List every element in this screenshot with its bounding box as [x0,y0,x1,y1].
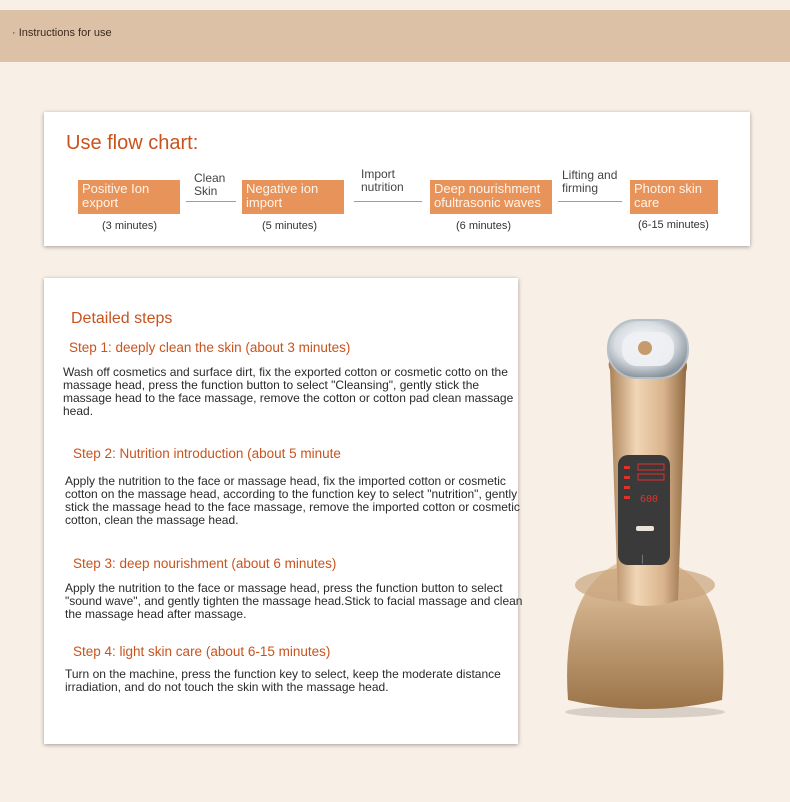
step-2-heading: Step 2: Nutrition introduction (about 5 minute [73,446,341,461]
step-4-heading: Step 4: light skin care (about 6-15 minutes) [73,644,331,659]
step-3-body: Apply the nutrition to the face or massage head, press the function button to select "sound wave", and gently tighten the massage head.Stick to facial massage and clean the massage head after massage. [65,581,523,621]
step-2-body: Apply the nutrition to the face or massage head, fix the imported cotton or cosmetic cotton on the massage head, according to the function key to select "nutrition", gently stick the massage head to the face massage, remove the imported cotton or cosmetic cotton, clean the massage head. [65,474,520,527]
step-1-body: Wash off cosmetics and surface dirt, fix the exported cotton or cosmetic cotto on the massage head, press the function button to select "Cleansing", gently stick the massage head to the face massage, remove the cotton or cotton pad clean massage head. [63,365,514,418]
led-4-icon [624,496,630,499]
crown-icon [638,341,652,355]
flow-box-negative-ion: Negative ion import [242,180,344,214]
control-panel [618,455,670,565]
flow-connector-line [354,201,422,202]
flow-chart-card [44,112,750,246]
step-3-heading: Step 3: deep nourishment (about 6 minutes) [73,556,337,571]
flow-duration-4: (6-15 minutes) [638,219,709,231]
step-1-heading: Step 1: deeply clean the skin (about 3 minutes) [69,340,351,355]
flow-box-positive-ion: Positive Ion export [78,180,180,214]
step-4-body: Turn on the machine, press the function key to select, keep the moderate distance irradiation, and do not touch the skin with the massage head. [65,667,501,694]
flow-connector-import-nutrition: Import nutrition [361,167,404,194]
flow-connector-line [186,201,236,202]
power-icon: ⏐ [640,555,645,564]
led-3-icon [624,486,630,489]
flow-connector-lifting: Lifting and firming [562,168,618,195]
flow-connector-line [558,201,622,202]
beauty-device-image [550,300,750,720]
flow-duration-3: (6 minutes) [456,220,512,232]
detailed-steps-title: Detailed steps [71,310,173,327]
flow-duration-2: (5 minutes) [262,220,318,232]
function-button[interactable] [636,526,654,531]
flow-box-deep-nourishment: Deep nourishment ofultrasonic waves [430,180,552,214]
led-1-icon [624,466,630,469]
flow-box-photon-care: Photon skin care [630,180,718,214]
header-bar [0,10,790,62]
led-2-icon [624,476,630,479]
header-label: · Instructions for use [12,27,112,39]
flow-duration-1: (3 minutes) [102,220,158,232]
flow-chart-title: Use flow chart: [66,132,199,154]
display-readout: 600 [640,494,659,505]
detailed-steps-card [44,278,523,744]
flow-connector-clean-skin: Clean Skin [194,171,226,198]
